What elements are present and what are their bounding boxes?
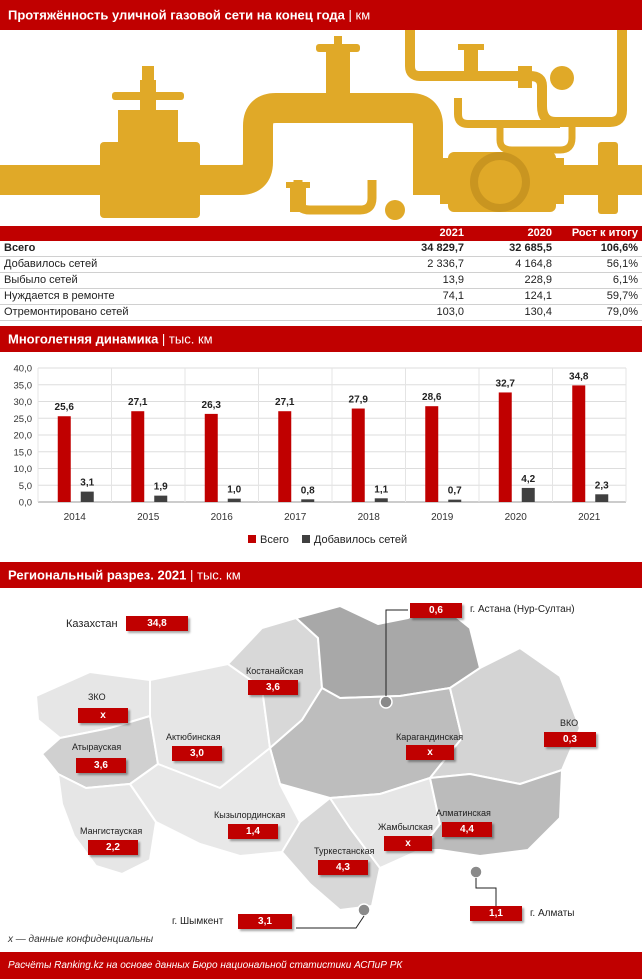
y-tick-label: 5,0 <box>18 480 32 492</box>
data-label: 34,8 <box>569 371 589 383</box>
region-label-kazakhstan: Казахстан <box>66 618 118 630</box>
bar-total <box>278 411 291 502</box>
region-label-shymkent: г. Шымкент <box>172 916 224 927</box>
region-label-mangistau: Мангистауская <box>80 826 143 836</box>
region-value-turkestan: 4,3 <box>318 860 368 875</box>
data-label: 1,9 <box>153 481 168 493</box>
region-value-mangistau: 2,2 <box>88 840 138 855</box>
bar-added <box>595 494 608 502</box>
region-label-zko: ЗКО <box>88 692 106 702</box>
region-label-vko: ВКО <box>560 718 579 728</box>
region-label-kyzylorda: Кызылординская <box>214 810 286 820</box>
network-stats-table <box>0 226 642 321</box>
table-header-row: 2021 2020 Рост к итогу <box>0 226 642 241</box>
region-value-aktobe: 3,0 <box>172 746 222 761</box>
region-value-atyrau: 3,6 <box>76 758 126 773</box>
region-label-almaty-region: Алматинская <box>436 808 491 818</box>
y-tick-label: 10,0 <box>13 464 32 475</box>
y-tick-label: 20,0 <box>13 430 32 442</box>
data-label: 27,1 <box>275 397 295 409</box>
x-tick-label: 2018 <box>357 512 380 523</box>
pipeline-illustration <box>0 30 642 226</box>
region-value-kostanay: 3,6 <box>248 680 298 695</box>
x-tick-label: 2014 <box>63 512 86 523</box>
x-tick-label: 2016 <box>210 512 233 523</box>
confidential-note: x — данные конфиденциальны <box>8 934 154 945</box>
region-label-kostanay: Костанайская <box>246 666 304 676</box>
y-tick-label: 35,0 <box>13 380 32 392</box>
legend-swatch-total <box>248 535 256 543</box>
bar-total <box>131 411 144 502</box>
bar-added <box>154 496 167 502</box>
region-value-vko: 0,3 <box>544 732 596 747</box>
region-value-zko: x <box>78 708 128 723</box>
y-tick-label: 30,0 <box>13 397 32 408</box>
data-label: 1,1 <box>374 484 389 496</box>
x-tick-label: 2019 <box>431 512 454 523</box>
x-tick-label: 2021 <box>578 512 601 523</box>
data-label: 27,1 <box>128 397 148 409</box>
region-label-astana: г. Астана (Нур-Султан) <box>470 604 575 615</box>
region-label-aktobe: Актюбинская <box>166 732 221 742</box>
y-tick-label: 15,0 <box>13 447 32 459</box>
bar-total <box>58 416 71 502</box>
region-label-atyrau: Атырауская <box>72 742 122 752</box>
table-row: Всего 34 829,7 32 685,5 106,6% <box>0 241 642 257</box>
bar-total <box>499 392 512 502</box>
footer-source: Расчёты Ranking.kz на основе данных Бюро национальной статистики АСПиР РК <box>0 952 642 979</box>
legend-label-total: Всего <box>260 534 289 546</box>
bar-added <box>81 492 94 502</box>
bar-total <box>205 414 218 502</box>
data-label: 4,2 <box>521 473 536 485</box>
data-label: 0,8 <box>300 485 315 497</box>
data-label: 28,6 <box>422 392 442 404</box>
y-tick-label: 40,0 <box>13 363 32 375</box>
section-header-regional: Региональный разрез. 2021 | тыс. км <box>0 562 642 588</box>
bar-total <box>425 406 438 502</box>
bar-added <box>375 498 388 502</box>
region-value-astana: 0,6 <box>410 603 462 618</box>
region-value-almaty-city: 1,1 <box>470 906 522 921</box>
data-label: 3,1 <box>80 477 95 489</box>
bar-added <box>522 488 535 502</box>
region-label-zhambyl: Жамбылская <box>378 822 433 832</box>
data-label: 32,7 <box>495 378 515 390</box>
region-label-almaty-city: г. Алматы <box>530 908 575 919</box>
bar-added <box>448 500 461 502</box>
bar-added <box>301 499 314 502</box>
table-row: Отремонтировано сетей 103,0 130,4 79,0% <box>0 305 642 321</box>
table-row: Нуждается в ремонте 74,1 124,1 59,7% <box>0 289 642 305</box>
bar-added <box>228 499 241 502</box>
x-tick-label: 2017 <box>284 512 307 523</box>
region-value-karaganda: x <box>406 745 454 760</box>
section-header-dynamics: Многолетняя динамика | тыс. км <box>0 326 642 352</box>
region-value-shymkent: 3,1 <box>238 914 292 929</box>
legend-swatch-added <box>302 535 310 543</box>
y-tick-label: 25,0 <box>13 413 32 425</box>
data-label: 1,0 <box>227 484 242 496</box>
x-tick-label: 2020 <box>504 512 527 523</box>
region-value-almaty-region: 4,4 <box>442 822 492 837</box>
table-row: Добавилось сетей 2 336,7 4 164,8 56,1% <box>0 257 642 273</box>
data-label: 26,3 <box>201 399 221 411</box>
table-row: Выбыло сетей 13,9 228,9 6,1% <box>0 273 642 289</box>
section-header-network: Протяжённость уличной газовой сети на конец года | км <box>0 0 642 30</box>
region-value-zhambyl: x <box>384 836 432 851</box>
bar-total <box>572 385 585 502</box>
dynamics-bar-chart <box>0 352 642 552</box>
astana-marker <box>380 696 392 708</box>
x-tick-label: 2015 <box>137 512 160 523</box>
y-tick-label: 0,0 <box>18 497 32 509</box>
data-label: 2,3 <box>594 480 609 492</box>
data-label: 0,7 <box>447 485 462 497</box>
region-label-turkestan: Туркестанская <box>314 846 375 856</box>
almaty-marker <box>470 866 482 878</box>
shymkent-marker <box>358 904 370 916</box>
region-value-kyzylorda: 1,4 <box>228 824 278 839</box>
chart-legend <box>248 534 407 546</box>
region-value-kazakhstan: 34,8 <box>126 616 188 631</box>
data-label: 27,9 <box>348 394 368 406</box>
bar-total <box>352 409 365 502</box>
region-label-karaganda: Карагандинская <box>396 732 464 742</box>
data-label: 25,6 <box>54 402 74 414</box>
legend-label-added: Добавилось сетей <box>313 534 408 546</box>
